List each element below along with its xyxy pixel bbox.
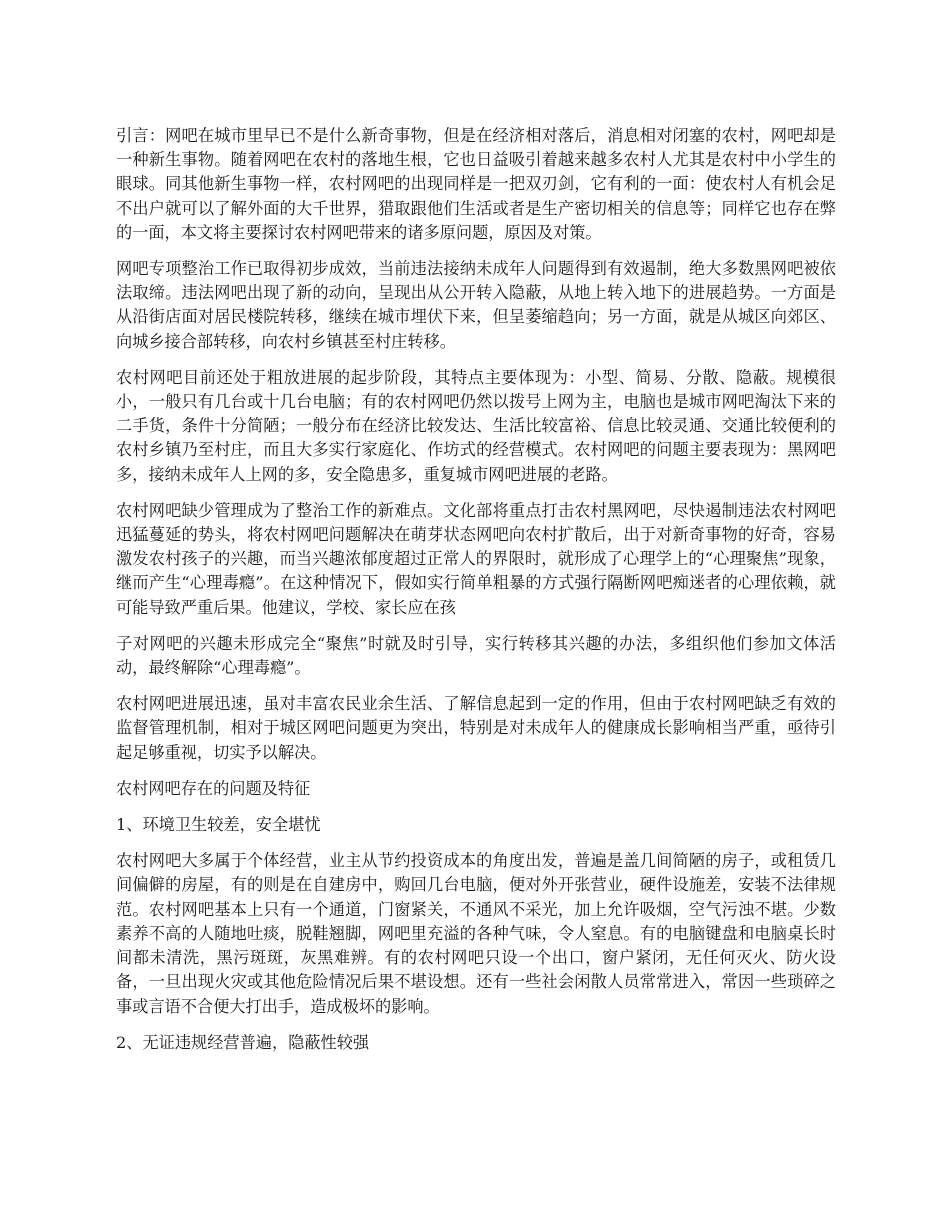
paragraph-rectification-progress: 网吧专项整治工作已取得初步成效，当前违法接纳未成年人问题得到有效遏制，绝大多数黑网吧被依法取缔。违法网吧出现了新的动向，呈现出从公开转入隐蔽，从地上转入地下的进展趋势。一方面是从沿街店面对居民楼院转移，继续在城市埋伏下来，但呈萎缩趋向；另一方面，就是从城区向郊区、向城乡接合部转移，向农村乡镇甚至村庄转移。 (116, 259, 836, 351)
paragraph-management-difficulty: 农村网吧缺少管理成为了整治工作的新难点。文化部将重点打击农村黑网吧，尽快遏制违法农村网吧迅猛蔓延的势头，将农村网吧问题解决在萌芽状态网吧向农村扩散后，出于对新奇事物的好奇，容易激发农村孩子的兴趣，而当兴趣浓郁度超过正常人的界限时，就形成了心理学上的“心理聚焦”现象，继而产生“心理毒瘾”。在这种情况下，假如实行简单粗暴的方式强行隔断网吧痴迷者的心理依赖，就可能导致严重后果。他建议，学校、家长应在孩 (116, 500, 836, 617)
subheading-unlicensed-operation: 2、无证违规经营普遍，隐蔽性较强 (116, 1032, 370, 1052)
paragraph-rural-cafe-features: 农村网吧目前还处于粗放进展的起步阶段，其特点主要体现为：小型、简易、分散、隐蔽。规模很小，一般只有几台或十几台电脑；有的农村网吧仍然以拨号上网为主，电脑也是城市网吧淘汰下来的二手货，条件十分简陋；一般分布在经济比较发达、生活比较富裕、信息比较灵通、交通比较便利的农村乡镇乃至村庄，而且大多实行家庭化、作坊式的经营模式。农村网吧的问题主要表现为：黑网吧多，接纳未成年人上网的多，安全隐患多，重复城市网吧进展的老路。 (116, 367, 836, 484)
paragraph-intro: 引言：网吧在城市里早已不是什么新奇事物，但是在经济相对落后，消息相对闭塞的农村，网吧却是一种新生事物。随着网吧在农村的落地生根，它也日益吸引着越来越多农村人尤其是农村中小学生的眼球。同其他新生事物一样，农村网吧的出现同样是一把双刃剑，它有利的一面：使农村人有机会足不出户就可以了解外面的大千世界，猎取跟他们生活或者是生产密切相关的信息等；同样它也存在弊的一面，本文将主要探讨农村网吧带来的诸多原问题，原因及对策。 (116, 126, 836, 242)
paragraph-rapid-growth: 农村网吧进展迅速，虽对丰富农民业余生活、了解信息起到一定的作用，但由于农村网吧缺乏有效的监督管理机制，相对于城区网吧问题更为突出，特别是对未成年人的健康成长影响相当严重，亟待引起足够重视，切实予以解决。 (116, 694, 836, 762)
document-page (116, 124, 836, 1067)
section-heading-problems: 农村网吧存在的问题及特征 (116, 778, 311, 798)
subheading-environment-safety: 1、环境卫生较差，安全堪忧 (116, 815, 321, 835)
paragraph-guidance-suggestion: 子对网吧的兴趣未形成完全“聚焦”时就及时引导，实行转移其兴趣的办法，多组织他们参加文体活动，最终解除“心理毒瘾”。 (116, 633, 836, 678)
paragraph-environment-details: 农村网吧大多属于个体经营，业主从节约投资成本的角度出发，普遍是盖几间简陋的房子，或租赁几间偏僻的房屋，有的则是在自建房中，购回几台电脑，便对外开张营业，硬件设施差，安装不法律规范。农村网吧基本上只有一个通道，门窗紧关，不通风不采光，加上允许吸烟，空气污浊不堪。少数素养不高的人随地吐痰，脱鞋翘脚，网吧里充溢的各种气味，令人窒息。有的电脑键盘和电脑桌长时间都未清洗，黑污斑斑，灰黑难辨。有的农村网吧只设一个出口，窗户紧闭，无任何灭火、防火设备，一旦出现火灾或其他危险情况后果不堪设想。还有一些社会闲散人员常常进入，常因一些琐碎之事或言语不合便大打出手，造成极坏的影响。 (116, 851, 836, 1016)
